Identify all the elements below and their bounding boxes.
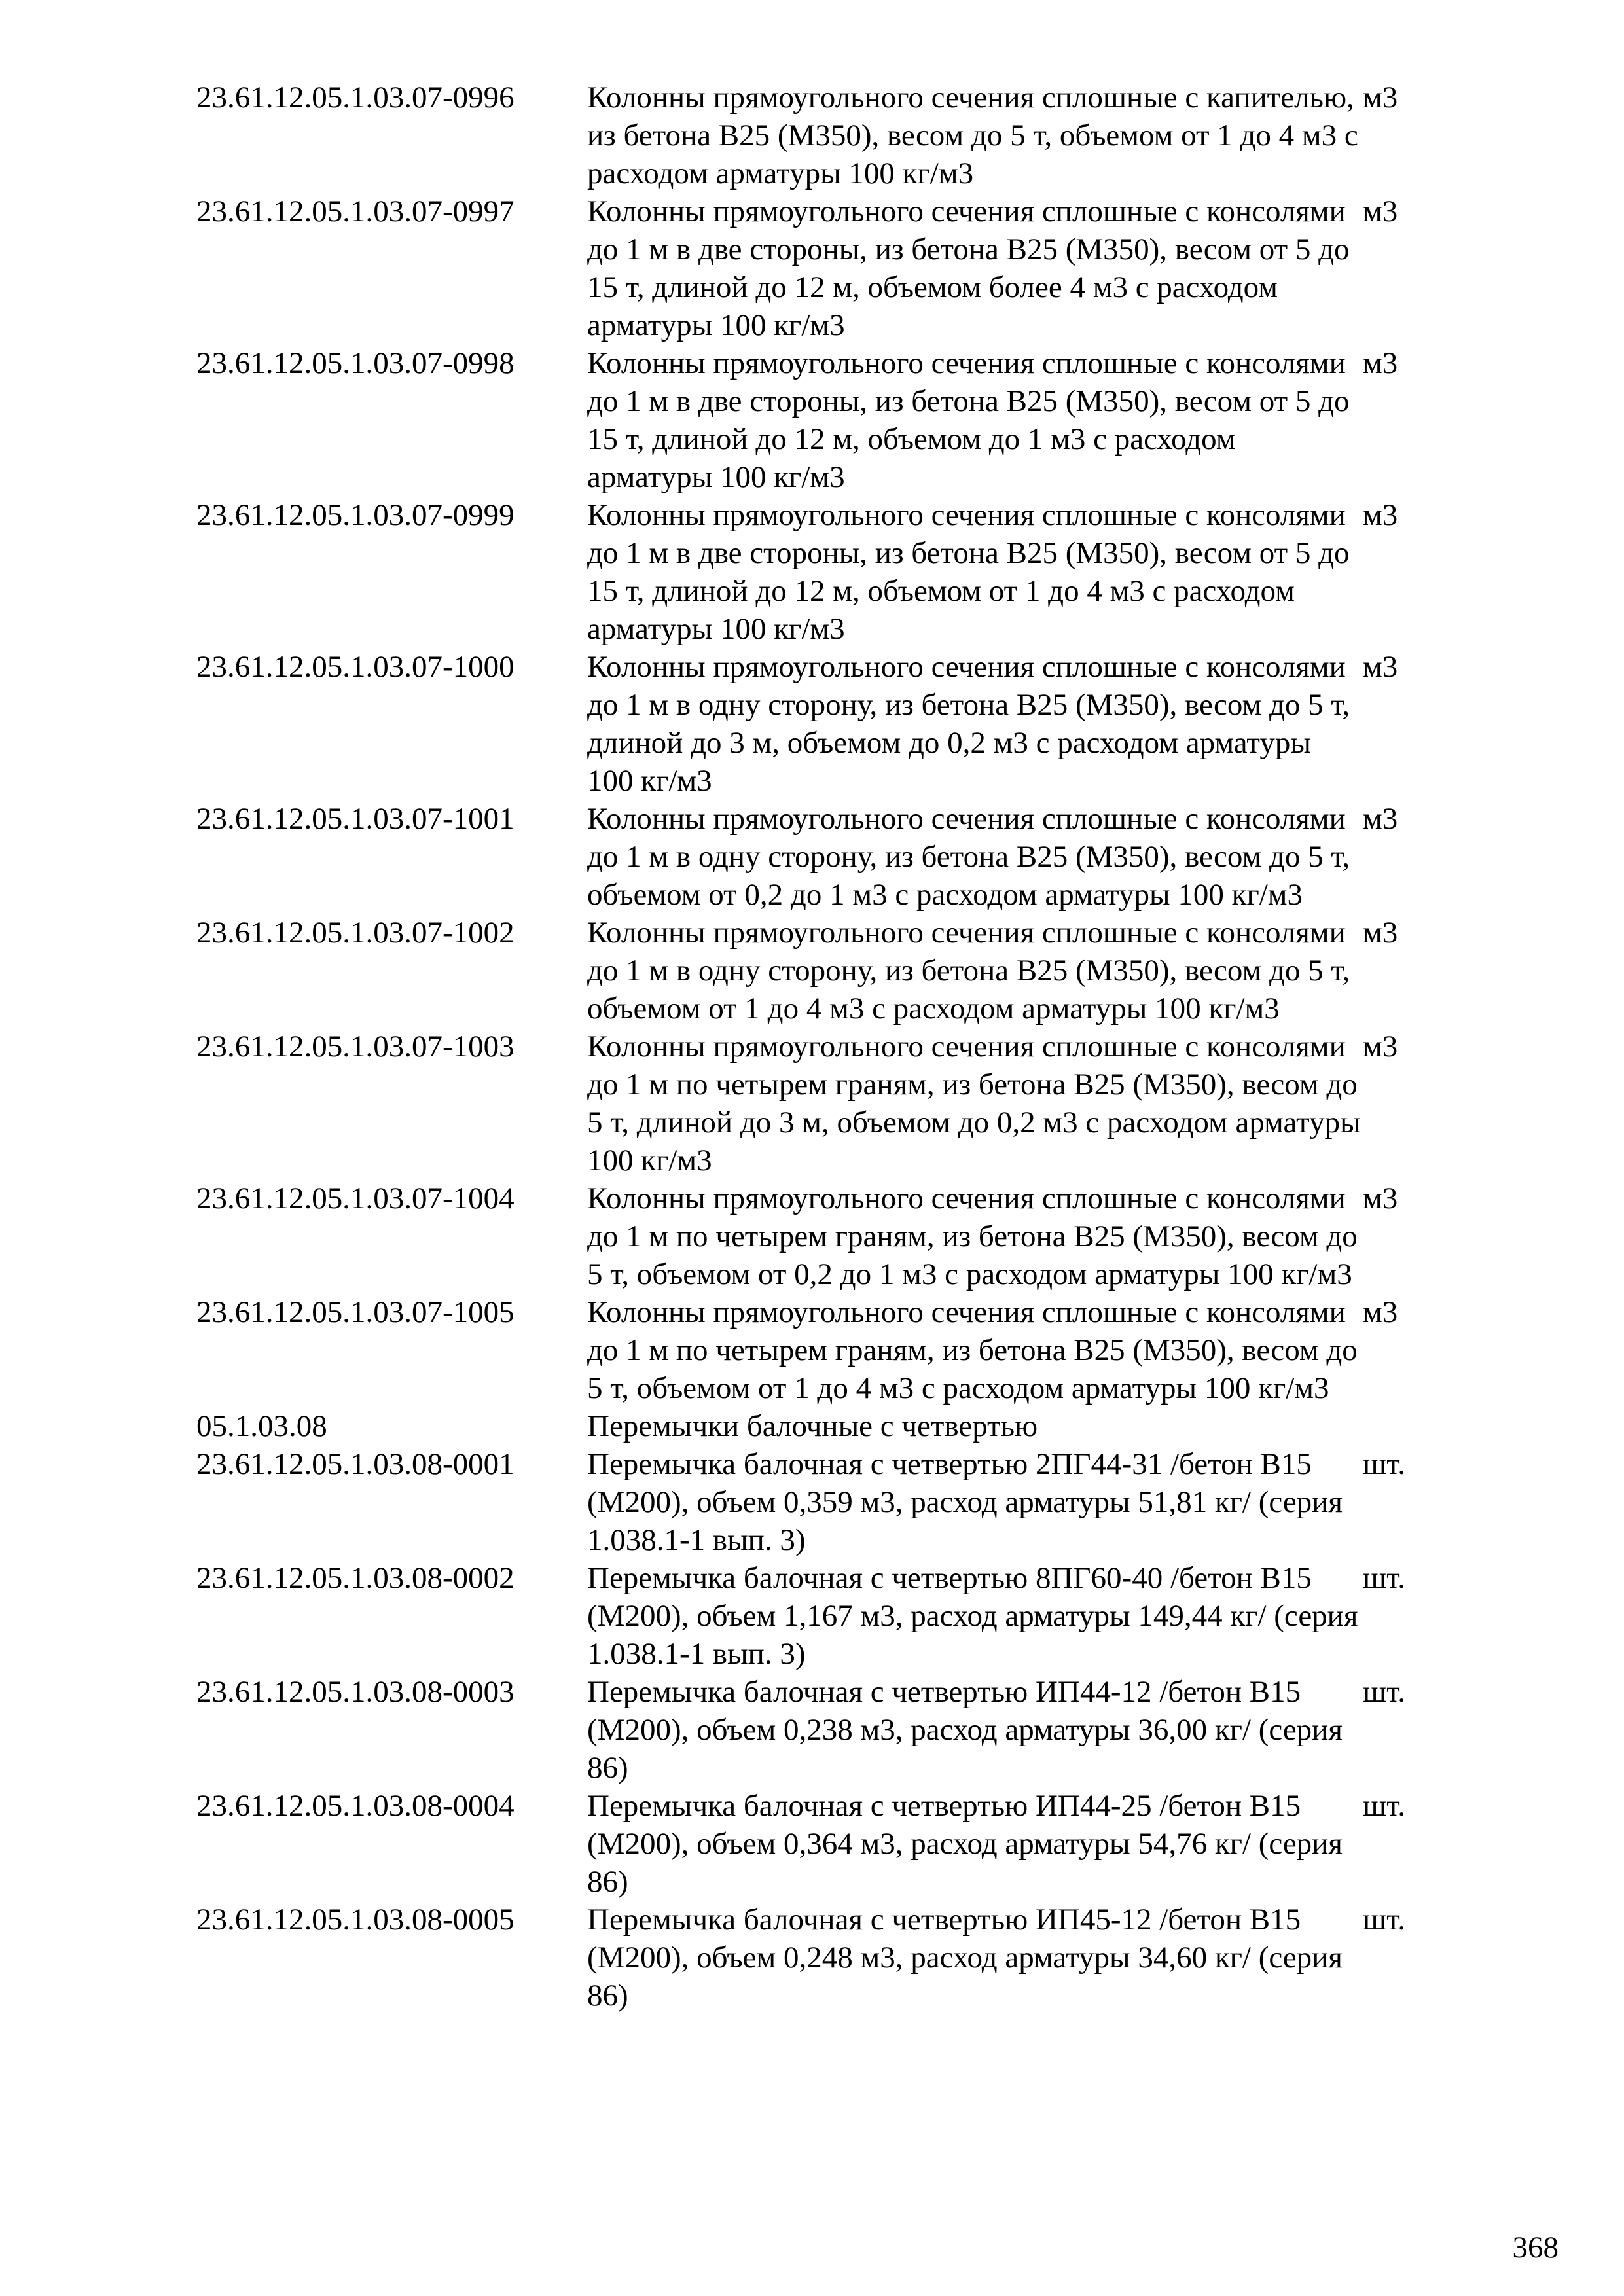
item-unit: шт.	[1363, 1561, 1405, 1595]
price-list-table	[196, 79, 1427, 2015]
item-description: Колонны прямоугольного сечения сплошные с консолями до 1 м по четырем граням, из бетона В25 (М350), весом до 5 т, объемом от 1 до 4 м3 с расходом арматуры 100 кг/м3	[587, 1295, 1358, 1405]
item-unit: м3	[1363, 650, 1398, 684]
item-code: 23.61.12.05.1.03.07-0996	[196, 81, 514, 115]
item-description: Колонны прямоугольного сечения сплошные с консолями до 1 м в одну сторону, из бетона В25 (М350), весом до 5 т, объемом от 0,2 до 1 м3 с расходом арматуры 100 кг/м3	[587, 802, 1350, 912]
item-description: Перемычка балочная с четвертью ИП44-25 /бетон В15 (М200), объем 0,364 м3, расход арматуры 54,76 кг/ (серия 86)	[587, 1789, 1343, 1899]
item-code: 23.61.12.05.1.03.07-0998	[196, 346, 514, 380]
table-row	[196, 1445, 1427, 1559]
item-code: 23.61.12.05.1.03.07-1004	[196, 1181, 514, 1215]
item-unit: шт.	[1363, 1447, 1405, 1481]
item-code: 23.61.12.05.1.03.07-1002	[196, 916, 514, 950]
item-code: 23.61.12.05.1.03.07-1001	[196, 802, 514, 836]
item-description: Колонны прямоугольного сечения сплошные с капителью, из бетона В25 (М350), весом до 5 т, объемом от 1 до 4 м3 с расходом арматуры 100 кг/м3	[587, 81, 1358, 190]
item-code: 23.61.12.05.1.03.08-0002	[196, 1561, 514, 1595]
item-description: Колонны прямоугольного сечения сплошные с консолями до 1 м в одну сторону, из бетона В25 (М350), весом до 5 т, длиной до 3 м, объемом до 0,2 м3 с расходом арматуры 100 кг/м3	[587, 650, 1350, 798]
table-row	[196, 800, 1427, 914]
item-unit: шт.	[1363, 1903, 1405, 1937]
table-row	[196, 1901, 1427, 2015]
item-code: 23.61.12.05.1.03.08-0004	[196, 1789, 514, 1823]
item-unit: м3	[1363, 346, 1398, 380]
item-code: 23.61.12.05.1.03.08-0001	[196, 1447, 514, 1481]
table-row	[196, 914, 1427, 1028]
table-row	[196, 1787, 1427, 1901]
table-row	[196, 1559, 1427, 1673]
item-code: 23.61.12.05.1.03.08-0005	[196, 1903, 514, 1937]
table-row	[196, 1028, 1427, 1179]
item-unit: м3	[1363, 498, 1398, 532]
table-row	[196, 496, 1427, 648]
item-description: Перемычки балочные с четвертью	[587, 1409, 1038, 1443]
item-unit: м3	[1363, 1181, 1398, 1215]
item-unit: шт.	[1363, 1675, 1405, 1709]
item-unit: м3	[1363, 802, 1398, 836]
table-row	[196, 344, 1427, 496]
item-description: Колонны прямоугольного сечения сплошные с консолями до 1 м в две стороны, из бетона В25 (М350), весом от 5 до 15 т, длиной до 12 м, объемом более 4 м3 с расходом арматуры 100 кг/м3	[587, 194, 1350, 342]
item-code: 23.61.12.05.1.03.07-0997	[196, 194, 514, 228]
price-list-rows	[196, 79, 1427, 2015]
item-description: Перемычка балочная с четвертью 8ПГ60-40 /бетон В15 (М200), объем 1,167 м3, расход арматуры 149,44 кг/ (серия 1.038.1-1 вып. 3)	[587, 1561, 1358, 1671]
item-code: 23.61.12.05.1.03.08-0003	[196, 1675, 514, 1709]
item-description: Колонны прямоугольного сечения сплошные с консолями до 1 м в две стороны, из бетона В25 (М350), весом от 5 до 15 т, длиной до 12 м, объемом до 1 м3 с расходом арматуры 100 кг/м3	[587, 346, 1350, 494]
item-unit: шт.	[1363, 1789, 1405, 1823]
item-unit: м3	[1363, 1295, 1398, 1329]
item-unit: м3	[1363, 81, 1398, 115]
item-unit: м3	[1363, 1030, 1398, 1064]
table-row	[196, 79, 1427, 192]
table-row	[196, 1673, 1427, 1787]
table-row	[196, 648, 1427, 800]
item-code: 05.1.03.08	[196, 1409, 327, 1443]
page-number: 368	[1512, 2231, 1559, 2265]
item-description: Перемычка балочная с четвертью 2ПГ44-31 /бетон В15 (М200), объем 0,359 м3, расход арматуры 51,81 кг/ (серия 1.038.1-1 вып. 3)	[587, 1447, 1343, 1557]
item-description: Колонны прямоугольного сечения сплошные с консолями до 1 м по четырем граням, из бетона В25 (М350), весом до 5 т, объемом от 0,2 до 1 м3 с расходом арматуры 100 кг/м3	[587, 1181, 1358, 1291]
item-description: Колонны прямоугольного сечения сплошные с консолями до 1 м по четырем граням, из бетона В25 (М350), весом до 5 т, длиной до 3 м, объемом до 0,2 м3 с расходом арматуры 100 кг/м3	[587, 1030, 1361, 1177]
item-code: 23.61.12.05.1.03.07-0999	[196, 498, 514, 532]
item-description: Перемычка балочная с четвертью ИП44-12 /бетон В15 (М200), объем 0,238 м3, расход арматуры 36,00 кг/ (серия 86)	[587, 1675, 1343, 1785]
table-row	[196, 1293, 1427, 1407]
table-row	[196, 1179, 1427, 1293]
item-code: 23.61.12.05.1.03.07-1003	[196, 1030, 514, 1064]
table-row	[196, 192, 1427, 344]
item-code: 23.61.12.05.1.03.07-1005	[196, 1295, 514, 1329]
item-unit	[1363, 1407, 1427, 1445]
item-unit: м3	[1363, 916, 1398, 950]
item-unit: м3	[1363, 194, 1398, 228]
table-row	[196, 1407, 1427, 1445]
item-code: 23.61.12.05.1.03.07-1000	[196, 650, 514, 684]
item-description: Колонны прямоугольного сечения сплошные с консолями до 1 м в одну сторону, из бетона В25 (М350), весом до 5 т, объемом от 1 до 4 м3 с расходом арматуры 100 кг/м3	[587, 916, 1350, 1026]
item-description: Колонны прямоугольного сечения сплошные с консолями до 1 м в две стороны, из бетона В25 (М350), весом от 5 до 15 т, длиной до 12 м, объемом от 1 до 4 м3 с расходом арматуры 100 кг/м3	[587, 498, 1350, 646]
item-description: Перемычка балочная с четвертью ИП45-12 /бетон В15 (М200), объем 0,248 м3, расход арматуры 34,60 кг/ (серия 86)	[587, 1903, 1343, 2013]
